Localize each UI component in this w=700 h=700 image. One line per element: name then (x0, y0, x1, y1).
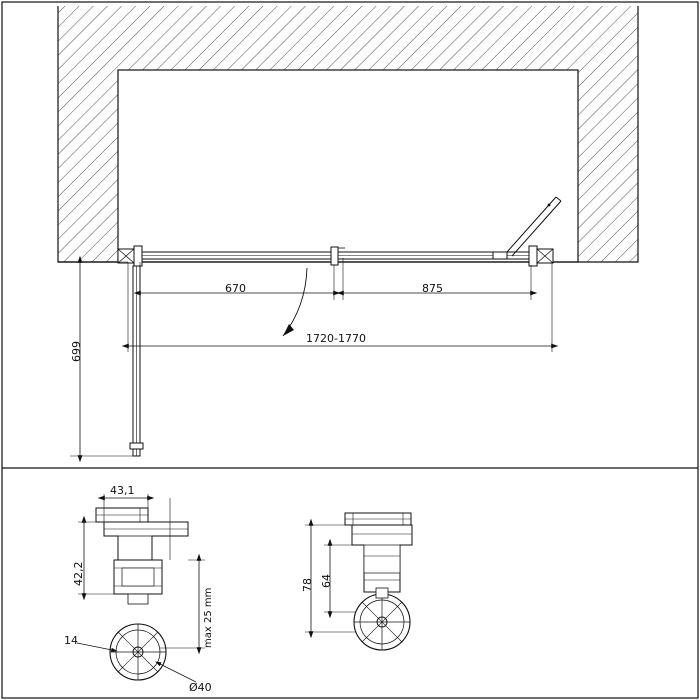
left-wall-bracket (118, 246, 142, 266)
rail-stopper (493, 252, 507, 259)
wall-hatch-region (58, 6, 638, 262)
dimension-label-670: 670 (225, 282, 246, 295)
dimension-label-699: 699 (70, 341, 83, 362)
dimension-label-overall-width: 1720-1770 (306, 332, 366, 345)
dimension-label-diameter-40: Ø40 (189, 681, 212, 694)
side-panel-left (130, 266, 143, 456)
right-wall-bracket (529, 246, 553, 266)
dimension-label-64: 64 (320, 574, 333, 588)
dimension-label-max-25-mm: max 25 mm (203, 587, 214, 648)
dimension-label-78: 78 (301, 578, 314, 592)
dimension-label-42-2: 42,2 (72, 561, 85, 586)
dimension-label-875: 875 (422, 282, 443, 295)
dimension-label-43-1: 43,1 (110, 484, 135, 497)
dimension-label-14: 14 (64, 634, 78, 647)
detail-view-left (77, 494, 205, 682)
